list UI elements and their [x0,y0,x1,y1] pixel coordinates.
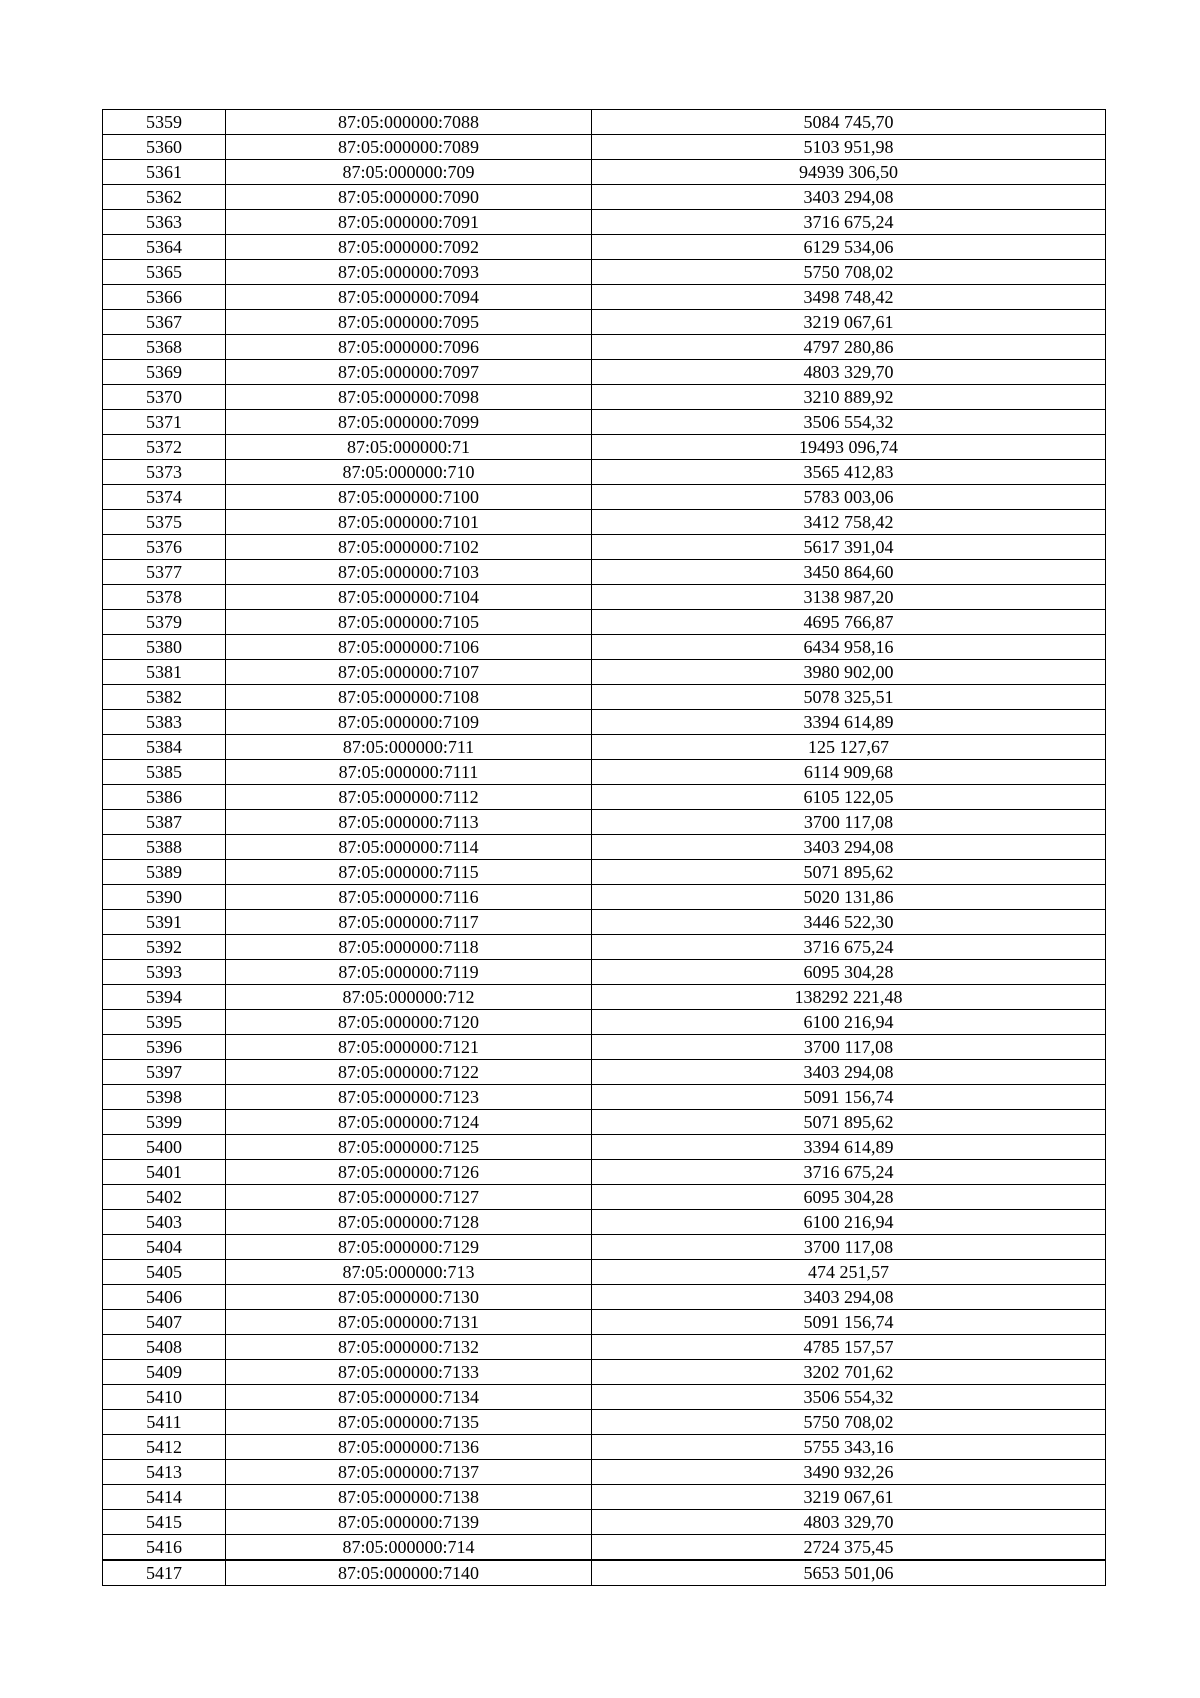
cadastral-value-cell: 6105 122,05 [592,785,1106,810]
cadastral-number-cell: 87:05:000000:711 [226,735,592,760]
table-row [103,285,1106,310]
row-number-cell: 5371 [103,410,226,435]
cadastral-value-cell: 3403 294,08 [592,835,1106,860]
row-number-cell: 5380 [103,635,226,660]
row-number-cell: 5412 [103,1435,226,1460]
cadastral-value-cell: 3980 902,00 [592,660,1106,685]
row-number-cell: 5381 [103,660,226,685]
cadastral-value-cell: 3446 522,30 [592,910,1106,935]
cadastral-number-cell: 87:05:000000:7095 [226,310,592,335]
cadastral-value-cell: 4803 329,70 [592,1510,1106,1535]
cadastral-value-cell: 3700 117,08 [592,1235,1106,1260]
row-number-cell: 5416 [103,1535,226,1561]
row-number-cell: 5382 [103,685,226,710]
row-number-cell: 5394 [103,985,226,1010]
row-number-cell: 5401 [103,1160,226,1185]
cadastral-number-cell: 87:05:000000:7114 [226,835,592,860]
cadastral-value-cell: 5091 156,74 [592,1310,1106,1335]
table-row [103,310,1106,335]
cadastral-value-cell: 3394 614,89 [592,1135,1106,1160]
cadastral-number-cell: 87:05:000000:7129 [226,1235,592,1260]
row-number-cell: 5376 [103,535,226,560]
table-row [103,1510,1106,1535]
table-row [103,960,1106,985]
cadastral-value-cell: 5020 131,86 [592,885,1106,910]
table-row [103,1185,1106,1210]
table-row [103,510,1106,535]
table-row [103,1010,1106,1035]
table-row [103,585,1106,610]
cadastral-number-cell: 87:05:000000:7139 [226,1510,592,1535]
cadastral-number-cell: 87:05:000000:7093 [226,260,592,285]
cadastral-value-cell: 125 127,67 [592,735,1106,760]
table-row [103,335,1106,360]
row-number-cell: 5366 [103,285,226,310]
table-row [103,1110,1106,1135]
cadastral-value-cell: 3138 987,20 [592,585,1106,610]
cadastral-value-cell: 5755 343,16 [592,1435,1106,1460]
table-row [103,435,1106,460]
row-number-cell: 5409 [103,1360,226,1385]
cadastral-value-cell: 6129 534,06 [592,235,1106,260]
row-number-cell: 5373 [103,460,226,485]
cadastral-value-cell: 5617 391,04 [592,535,1106,560]
cadastral-value-cell: 3565 412,83 [592,460,1106,485]
cadastral-value-cell: 138292 221,48 [592,985,1106,1010]
cadastral-number-cell: 87:05:000000:7125 [226,1135,592,1160]
cadastral-number-cell: 87:05:000000:71 [226,435,592,460]
cadastral-value-cell: 3700 117,08 [592,1035,1106,1060]
table-row [103,135,1106,160]
row-number-cell: 5383 [103,710,226,735]
table-row [103,260,1106,285]
table-row [103,1085,1106,1110]
cadastral-value-cell: 4785 157,57 [592,1335,1106,1360]
cadastral-number-cell: 87:05:000000:7115 [226,860,592,885]
cadastral-number-cell: 87:05:000000:7136 [226,1435,592,1460]
table-row [103,385,1106,410]
cadastral-number-cell: 87:05:000000:7127 [226,1185,592,1210]
cadastral-number-cell: 87:05:000000:7098 [226,385,592,410]
cadastral-number-cell: 87:05:000000:7111 [226,760,592,785]
cadastral-number-cell: 87:05:000000:7113 [226,810,592,835]
cadastre-value-table [102,109,1106,1586]
row-number-cell: 5370 [103,385,226,410]
cadastral-value-cell: 3412 758,42 [592,510,1106,535]
cadastral-value-cell: 5750 708,02 [592,1410,1106,1435]
cadastral-value-cell: 3700 117,08 [592,810,1106,835]
cadastral-number-cell: 87:05:000000:7108 [226,685,592,710]
cadastral-number-cell: 87:05:000000:709 [226,160,592,185]
cadastral-number-cell: 87:05:000000:7135 [226,1410,592,1435]
cadastral-number-cell: 87:05:000000:7102 [226,535,592,560]
cadastral-number-cell: 87:05:000000:7106 [226,635,592,660]
cadastral-number-cell: 87:05:000000:7131 [226,1310,592,1335]
table-row [103,1485,1106,1510]
cadastral-value-cell: 5653 501,06 [592,1560,1106,1586]
cadastral-value-cell: 5783 003,06 [592,485,1106,510]
cadastral-value-cell: 3219 067,61 [592,310,1106,335]
table-row [103,460,1106,485]
cadastral-value-cell: 5084 745,70 [592,110,1106,135]
row-number-cell: 5387 [103,810,226,835]
table-row [103,835,1106,860]
table-row [103,1460,1106,1485]
row-number-cell: 5368 [103,335,226,360]
cadastral-number-cell: 87:05:000000:7140 [226,1560,592,1586]
cadastral-number-cell: 87:05:000000:7120 [226,1010,592,1035]
cadastral-number-cell: 87:05:000000:7124 [226,1110,592,1135]
cadastral-value-cell: 3716 675,24 [592,1160,1106,1185]
cadastral-value-cell: 3716 675,24 [592,210,1106,235]
table-row [103,735,1106,760]
row-number-cell: 5395 [103,1010,226,1035]
cadastral-number-cell: 87:05:000000:7112 [226,785,592,810]
cadastral-value-cell: 4803 329,70 [592,360,1106,385]
table-row [103,1435,1106,1460]
row-number-cell: 5391 [103,910,226,935]
row-number-cell: 5379 [103,610,226,635]
table-row [103,785,1106,810]
cadastral-value-cell: 19493 096,74 [592,435,1106,460]
table-body [103,110,1106,1586]
row-number-cell: 5369 [103,360,226,385]
table-row [103,1560,1106,1586]
table-row [103,360,1106,385]
table-row [103,235,1106,260]
cadastral-number-cell: 87:05:000000:7126 [226,1160,592,1185]
row-number-cell: 5403 [103,1210,226,1235]
cadastral-number-cell: 87:05:000000:7116 [226,885,592,910]
row-number-cell: 5408 [103,1335,226,1360]
table-row [103,1135,1106,1160]
row-number-cell: 5388 [103,835,226,860]
row-number-cell: 5392 [103,935,226,960]
row-number-cell: 5363 [103,210,226,235]
row-number-cell: 5377 [103,560,226,585]
table-row [103,485,1106,510]
row-number-cell: 5364 [103,235,226,260]
row-number-cell: 5360 [103,135,226,160]
cadastral-value-cell: 6434 958,16 [592,635,1106,660]
table-row [103,1535,1106,1561]
cadastral-number-cell: 87:05:000000:712 [226,985,592,1010]
cadastral-value-cell: 6100 216,94 [592,1210,1106,1235]
cadastral-value-cell: 5071 895,62 [592,860,1106,885]
cadastral-value-cell: 3490 932,26 [592,1460,1106,1485]
table-row [103,560,1106,585]
row-number-cell: 5406 [103,1285,226,1310]
row-number-cell: 5417 [103,1560,226,1586]
table-row [103,1260,1106,1285]
cadastral-number-cell: 87:05:000000:7132 [226,1335,592,1360]
table-row [103,210,1106,235]
cadastral-number-cell: 87:05:000000:7099 [226,410,592,435]
cadastral-number-cell: 87:05:000000:7138 [226,1485,592,1510]
table-row [103,1310,1106,1335]
cadastral-number-cell: 87:05:000000:7105 [226,610,592,635]
cadastral-number-cell: 87:05:000000:7119 [226,960,592,985]
cadastral-value-cell: 5091 156,74 [592,1085,1106,1110]
cadastral-value-cell: 474 251,57 [592,1260,1106,1285]
table-row [103,410,1106,435]
cadastral-value-cell: 3498 748,42 [592,285,1106,310]
row-number-cell: 5399 [103,1110,226,1135]
table-row [103,535,1106,560]
table-row [103,860,1106,885]
row-number-cell: 5405 [103,1260,226,1285]
table-row [103,1385,1106,1410]
cadastral-value-cell: 6114 909,68 [592,760,1106,785]
cadastral-value-cell: 4797 280,86 [592,335,1106,360]
cadastral-number-cell: 87:05:000000:7101 [226,510,592,535]
cadastral-number-cell: 87:05:000000:7130 [226,1285,592,1310]
cadastral-number-cell: 87:05:000000:7122 [226,1060,592,1085]
cadastral-number-cell: 87:05:000000:7103 [226,560,592,585]
table-row [103,185,1106,210]
row-number-cell: 5411 [103,1410,226,1435]
row-number-cell: 5407 [103,1310,226,1335]
cadastral-number-cell: 87:05:000000:7117 [226,910,592,935]
cadastral-number-cell: 87:05:000000:714 [226,1535,592,1561]
row-number-cell: 5385 [103,760,226,785]
table-row [103,1360,1106,1385]
row-number-cell: 5414 [103,1485,226,1510]
row-number-cell: 5372 [103,435,226,460]
row-number-cell: 5386 [103,785,226,810]
table-row [103,1210,1106,1235]
row-number-cell: 5400 [103,1135,226,1160]
cadastral-value-cell: 6095 304,28 [592,1185,1106,1210]
table-row [103,1060,1106,1085]
cadastral-value-cell: 3403 294,08 [592,1285,1106,1310]
table-row [103,1035,1106,1060]
cadastral-value-cell: 5103 951,98 [592,135,1106,160]
row-number-cell: 5397 [103,1060,226,1085]
cadastral-number-cell: 87:05:000000:7137 [226,1460,592,1485]
row-number-cell: 5361 [103,160,226,185]
cadastral-value-cell: 6100 216,94 [592,1010,1106,1035]
cadastral-number-cell: 87:05:000000:7089 [226,135,592,160]
table-row [103,985,1106,1010]
table-row [103,110,1106,135]
cadastral-number-cell: 87:05:000000:7097 [226,360,592,385]
row-number-cell: 5404 [103,1235,226,1260]
row-number-cell: 5384 [103,735,226,760]
row-number-cell: 5413 [103,1460,226,1485]
row-number-cell: 5378 [103,585,226,610]
table-row [103,610,1106,635]
cadastral-value-cell: 3450 864,60 [592,560,1106,585]
cadastral-number-cell: 87:05:000000:7094 [226,285,592,310]
cadastral-number-cell: 87:05:000000:7100 [226,485,592,510]
cadastral-value-cell: 3219 067,61 [592,1485,1106,1510]
row-number-cell: 5375 [103,510,226,535]
table-row [103,885,1106,910]
row-number-cell: 5359 [103,110,226,135]
cadastral-number-cell: 87:05:000000:7109 [226,710,592,735]
row-number-cell: 5365 [103,260,226,285]
table-row [103,685,1106,710]
cadastral-number-cell: 87:05:000000:7128 [226,1210,592,1235]
cadastral-number-cell: 87:05:000000:7134 [226,1385,592,1410]
cadastral-number-cell: 87:05:000000:7121 [226,1035,592,1060]
cadastral-number-cell: 87:05:000000:713 [226,1260,592,1285]
cadastral-value-cell: 94939 306,50 [592,160,1106,185]
cadastral-number-cell: 87:05:000000:7092 [226,235,592,260]
cadastral-value-cell: 3403 294,08 [592,1060,1106,1085]
cadastral-number-cell: 87:05:000000:7091 [226,210,592,235]
row-number-cell: 5374 [103,485,226,510]
row-number-cell: 5402 [103,1185,226,1210]
cadastral-number-cell: 87:05:000000:7096 [226,335,592,360]
cadastral-value-cell: 6095 304,28 [592,960,1106,985]
cadastral-value-cell: 3506 554,32 [592,410,1106,435]
row-number-cell: 5398 [103,1085,226,1110]
cadastral-number-cell: 87:05:000000:7123 [226,1085,592,1110]
row-number-cell: 5415 [103,1510,226,1535]
row-number-cell: 5410 [103,1385,226,1410]
table-row [103,1160,1106,1185]
row-number-cell: 5393 [103,960,226,985]
row-number-cell: 5390 [103,885,226,910]
cadastral-number-cell: 87:05:000000:7104 [226,585,592,610]
cadastral-value-cell: 5078 325,51 [592,685,1106,710]
table-row [103,760,1106,785]
cadastral-value-cell: 4695 766,87 [592,610,1106,635]
table-row [103,1285,1106,1310]
cadastral-value-cell: 3394 614,89 [592,710,1106,735]
cadastral-value-cell: 5071 895,62 [592,1110,1106,1135]
cadastral-number-cell: 87:05:000000:7133 [226,1360,592,1385]
cadastral-number-cell: 87:05:000000:7107 [226,660,592,685]
cadastral-value-cell: 3403 294,08 [592,185,1106,210]
cadastral-value-cell: 3716 675,24 [592,935,1106,960]
table-row [103,635,1106,660]
cadastral-number-cell: 87:05:000000:7088 [226,110,592,135]
table-row [103,1410,1106,1435]
cadastral-value-cell: 2724 375,45 [592,1535,1106,1561]
row-number-cell: 5362 [103,185,226,210]
cadastral-value-cell: 3202 701,62 [592,1360,1106,1385]
table-row [103,660,1106,685]
table-row [103,910,1106,935]
cadastral-number-cell: 87:05:000000:7090 [226,185,592,210]
cadastral-value-cell: 5750 708,02 [592,260,1106,285]
table-row [103,1335,1106,1360]
row-number-cell: 5367 [103,310,226,335]
table-row [103,810,1106,835]
cadastral-number-cell: 87:05:000000:7118 [226,935,592,960]
row-number-cell: 5389 [103,860,226,885]
table-row [103,160,1106,185]
cadastral-value-cell: 3506 554,32 [592,1385,1106,1410]
table-row [103,935,1106,960]
row-number-cell: 5396 [103,1035,226,1060]
table-row [103,710,1106,735]
table-row [103,1235,1106,1260]
cadastral-value-cell: 3210 889,92 [592,385,1106,410]
cadastral-number-cell: 87:05:000000:710 [226,460,592,485]
